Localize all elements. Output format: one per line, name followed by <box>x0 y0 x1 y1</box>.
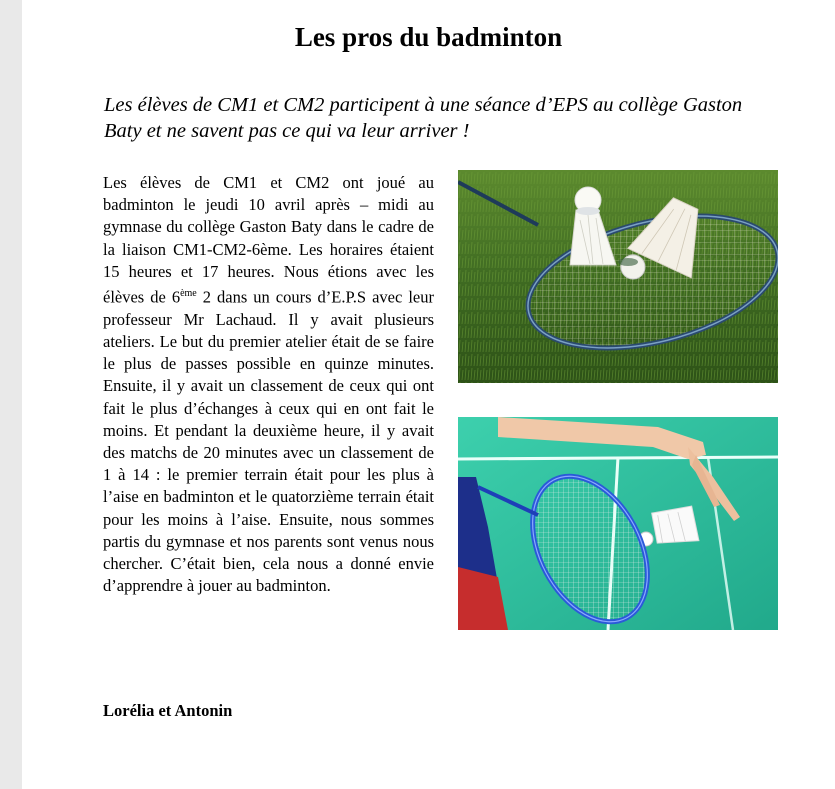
article-body-part1: Les élèves de CM1 et CM2 ont joué au badminton le jeudi 10 avril après – midi au gymnase du collège Gaston Baty dans le cadre de la liaison CM1-CM2-6ème. Les horaires étaient 15 heures et 17 heures. Nous étions avec les élèves de 6 <box>103 173 434 307</box>
document-page <box>22 0 835 789</box>
article-body <box>103 172 434 597</box>
article-body-part2: 2 dans un cours d’E.P.S avec leur professeur Mr Lachaud. Il y avait plusieurs ateliers. Le but du premier atelier était de se faire le plus de passes possible en quinze minutes. Ensuite, il y avait un classement de ceux qui ont fait le plus d’échanges à ceux qui en ont fait le moins. Et pendant la deuxième heure, il y avait des matchs de 20 minutes avec un classement de 1 à 14 : le premier terrain était pour les plus à l’aise en badminton et le quatorzième terrain était pour les moins à l’aise. Ensuite, nous sommes partis du gymnase et nos parents sont venus nous chercher. C’était bien, cela nous a donné envie d’apprendre à jouer au badminton. <box>103 287 434 596</box>
article-intro: Les élèves de CM1 et CM2 participent à une séance d’EPS au collège Gaston Baty et ne savent pas ce qui va leur arriver ! <box>104 94 743 142</box>
badminton-court-photo <box>458 417 778 630</box>
badminton-racket-photo <box>458 170 778 383</box>
article-author: Lorélia et Antonin <box>103 701 233 720</box>
article-title: Les pros du badminton <box>294 22 563 52</box>
superscript-ordinal: ème <box>180 288 197 300</box>
